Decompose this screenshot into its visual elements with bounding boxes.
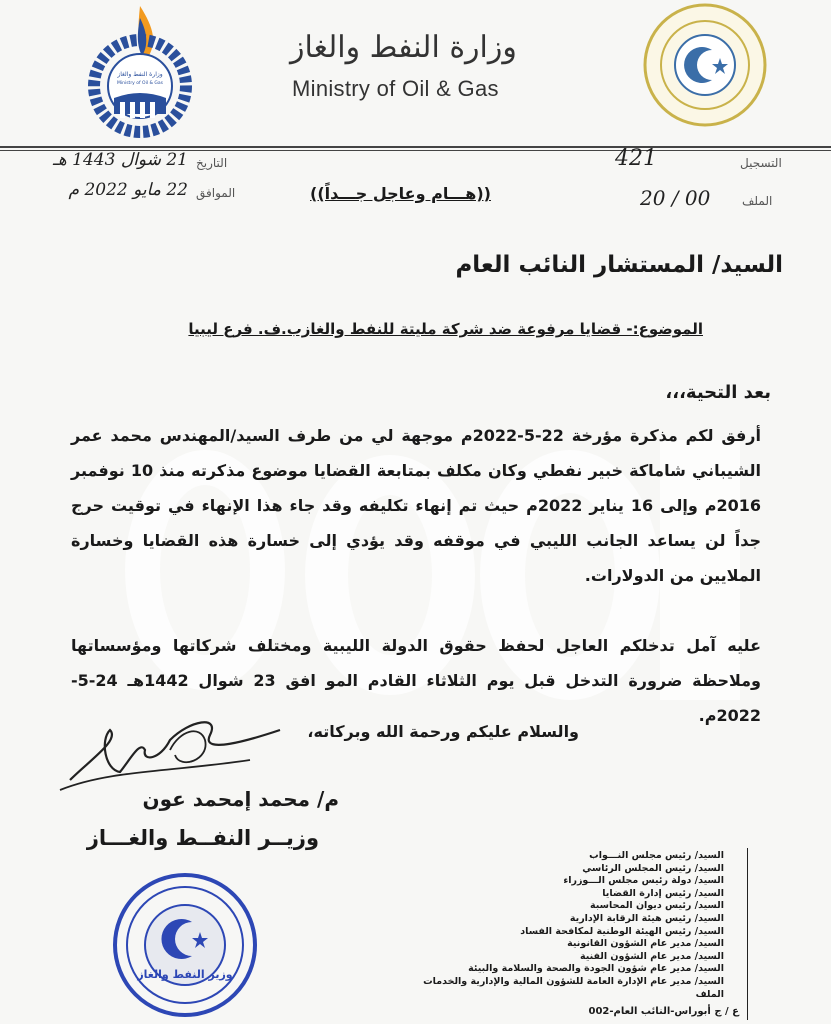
cc-item: السيد/ رئيس ديوان المحاسبة: [590, 900, 724, 912]
cc-item: السيد/ رئيس إدارة القضايا: [602, 887, 724, 899]
body-paragraph-1: أرفق لكم مذكرة مؤرخة 22-5-2022م موجهة لي من طرف السيد/المهندس محمد عمر الشيباني شاماكة خبير نفطي وكان مكلف بمتابعة القضايا موضوع مذكرته منذ 10 نوفمبر 2016م وإلى 16 يناير 2022م حيث تم إنهاء تكليفه وقد جاء هذا الإنهاء في توقيت حرج جداً لن يساعد الجانب الليبي في موقفه وقد يؤدي إلى خسارة هذه القضايا وخسارة الملايين من الدولارات.: [71, 426, 761, 585]
cc-item: السيد/ رئيس المجلس الرئاسي: [582, 862, 724, 874]
stamp-text: وزير النفط والغاز: [137, 968, 233, 981]
register-label: التسجيل: [740, 156, 782, 170]
logo-text-en: Ministry of Oil & Gas: [116, 81, 164, 86]
register-number: 421: [615, 146, 657, 171]
subject-line: الموضوع:- قضايا مرفوعة ضد شركة مليتة للنفط والغازب.ف. فرع ليبيا: [188, 320, 703, 338]
file-number: 20 / 00: [640, 186, 711, 210]
state-seal: [640, 0, 770, 130]
cc-item: السيد/ مدير عام الإدارة العامة للشؤون المالية والإدارية والخدمات: [423, 976, 724, 987]
closing-line: والسلام عليكم ورحمة الله وبركاته،: [307, 722, 579, 741]
date-hijri: 21 شوال 1443 هـ: [52, 150, 188, 170]
signatory-name: م/ محمد إمحمد عون: [142, 787, 339, 811]
cc-item: السيد/ مدير عام الشؤون القانونية: [567, 938, 724, 950]
ministry-name-en: Ministry of Oil & Gas: [292, 76, 499, 101]
cc-item: السيد/ رئيس الهيئة الوطنية لمكافحة الفساد: [520, 925, 724, 937]
cc-item: الملف: [695, 988, 724, 1000]
date-gregorian: 22 مايو 2022 م: [68, 180, 188, 200]
ministry-logo: [84, 4, 196, 144]
cc-item: السيد/ مدير عام شؤون الجودة والصحة والسلامة والبيئة: [468, 963, 724, 975]
handwritten-signature: [50, 700, 310, 800]
signatory-title: وزيــر النفــط والغـــاز: [86, 826, 319, 850]
footer-reference: ع / ج أبوراس-النائب العام-002: [588, 1006, 739, 1017]
body-paragraph-2: عليه آمل تدخلكم العاجل لحفظ حقوق الدولة الليبية ومختلف شركاتها ومؤسساتها وملاحظة ضرورة التدخل قبل يوم الثلاثاء القادم المو افق 23 شوال 1442هـ 24-5-2022م.: [71, 636, 761, 725]
greeting: بعد التحية،،،: [665, 382, 771, 403]
cc-item: السيد/ رئيس هيئة الرقابة الإدارية: [569, 913, 724, 924]
header-divider: [0, 146, 831, 148]
cc-item: السيد/ مدير عام الشؤون الفنية: [579, 950, 724, 962]
ministry-name-ar: وزارة النفط والغاز: [290, 30, 517, 65]
official-stamp: [110, 870, 260, 1020]
cc-item: السيد/ دولة رئيس مجلس الـــوزراء: [563, 875, 724, 887]
cc-list: [400, 848, 740, 1020]
cc-item: السيد/ رئيس مجلس النـــواب: [589, 850, 724, 861]
urgent-notice: ((هـــام وعاجل جـــداً)): [310, 184, 491, 203]
logo-text-ar: وزارة النفط والغاز: [117, 71, 163, 78]
date-label: التاريخ: [196, 156, 228, 170]
recipient: السيد/ المستشار النائب العام: [455, 252, 783, 278]
cc-bracket: [747, 848, 748, 1020]
corresponding-label: الموافق: [196, 186, 236, 200]
file-label: الملف: [742, 194, 773, 208]
